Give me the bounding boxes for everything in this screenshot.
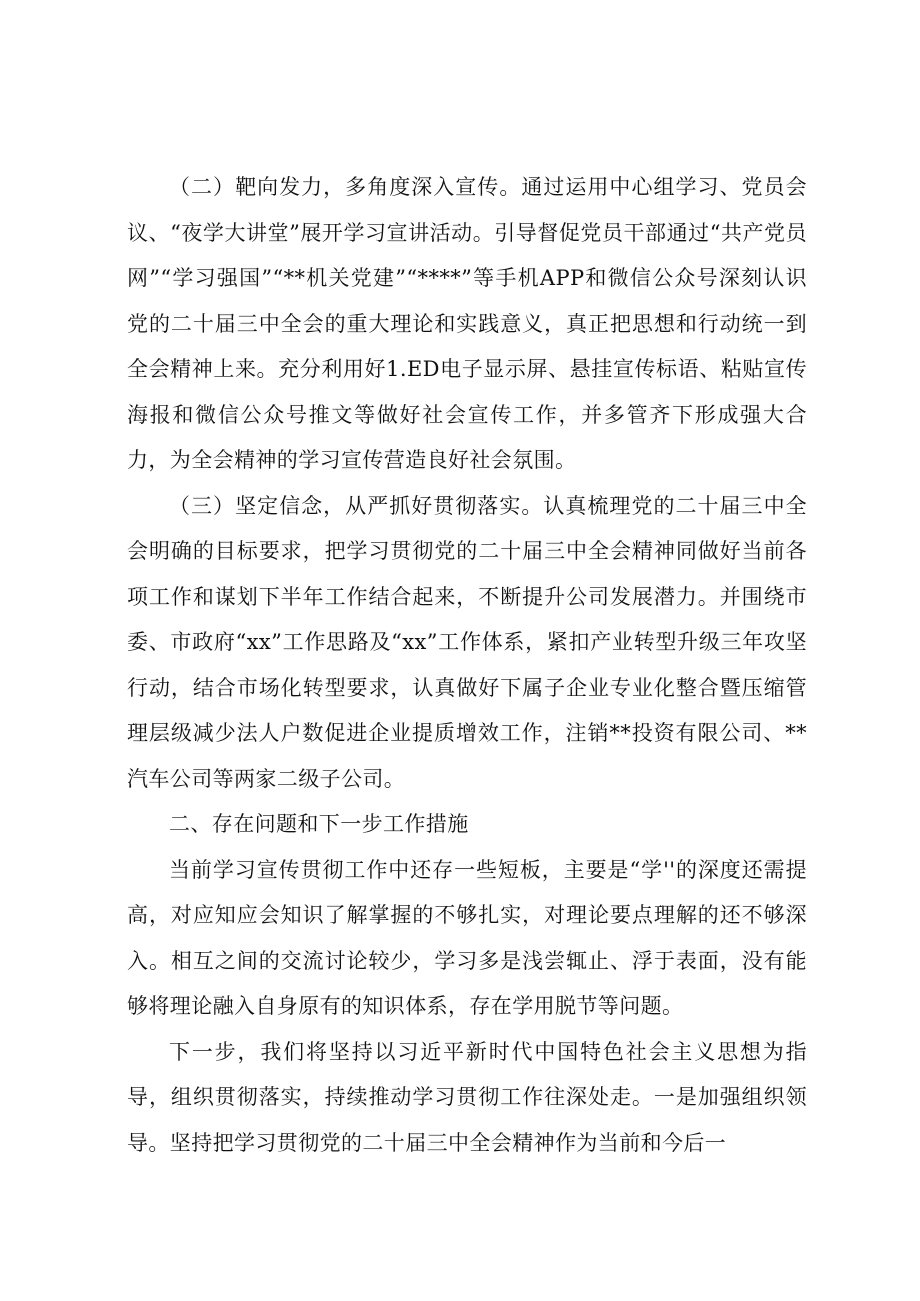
paragraph-text: （三）坚定信念，从严抓好贯彻落实。认真梳理党的二十届三中全会明确的目标要求，把学习贯彻党的二十届三中全会精神同做好当前各项工作和谋划下半年工作结合起来，不断提升公司发展潜力。并围绕市委、市政府“xx”工作思路及“xx”工作体系，紧扣产业转型升级三年攻坚行动，结合市场化转型要求，认真做好下属子企业专业化整合暨压缩管理层级减少法人户数促进企业提质增效工作，注销**投资有限公司、**汽车公司等两家二级子公司。 — [127, 493, 807, 791]
section-heading: 二、存在问题和下一步工作措施 — [169, 812, 469, 836]
paragraph-text: （二）靶向发力，多角度深入宣传。通过运用中心组学习、党员会议、“夜学大讲堂”展开学习宣讲活动。引导督促党员干部通过“共产党员网”“学习强国”“**机关党建”“****”等手机APP和微信公众号深刻认识党的二十届三中全会的重大理论和实践意义，真正把思想和行动统一到全会精神上来。充分利用好1.ED电子显示屏、悬挂宣传标语、粘贴宣传海报和微信公众号推文等做好社会宣传工作，并多管齐下形成强大合力，为全会精神的学习宣传营造良好社会氛围。 — [127, 175, 807, 472]
paragraph-problems — [127, 848, 807, 1030]
paragraph-next-steps — [127, 1030, 807, 1167]
paragraph-text: 下一步，我们将坚持以习近平新时代中国特色社会主义思想为指导，组织贯彻落实，持续推动学习贯彻工作往深处走。一是加强组织领导。坚持把学习贯彻党的二十届三中全会精神作为当前和今后一 — [127, 1039, 807, 1155]
paragraph-text: 当前学习宣传贯彻工作中还存一些短板，主要是“学''的深度还需提高，对应知应会知识了解掌握的不够扎实，对理论要点理解的还不够深入。相互之间的交流讨论较少，学习多是浅尝辄止、浮于表面，没有能够将理论融入自身原有的知识体系，存在学用脱节等问题。 — [127, 857, 807, 1018]
paragraph-implementation — [127, 484, 807, 803]
document-body — [127, 165, 807, 1166]
paragraph-publicity — [127, 165, 807, 484]
